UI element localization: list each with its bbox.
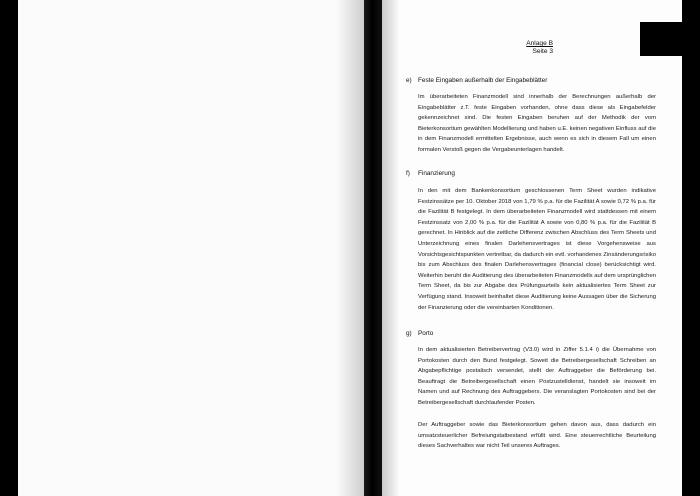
- section-g-heading: [406, 330, 433, 337]
- section-g-title: Porto: [418, 330, 434, 337]
- section-e-marker: e): [406, 77, 412, 84]
- section-f-paragraph: In den mit dem Bankenkonsortium geschlossenen Term Sheet wurden indikative Festzinssätze per 10. Oktober 2018 von 1,79 % p.a. für die Fazilität A sowie 0,72 % p.a. für die Fazilität B festgelegt. In dem überarbeiteten Finanzmodell wird stattdessen mit einem Festzinssatz von 2,00 % p.a. für die Fazilität A sowie von 0,80 % p.a. für die Fazilität B gerechnet. In Hinblick auf die zeitliche Differenz zwischen Abschluss des Term Sheets und Unterzeichnung eines finalen Darlehensvertrages ist diese Vorgehensweise aus Vorsichtsgesichtspunkten vertretbar, da dadurch ein evtl. vorhandenes Zinsänderungsrisiko bis zum Abschluss des finalen Darlehensvertrages (financial close) berücksichtigt wird. Weiterhin beruht die Auditierung des überarbeiteten Finanzmodells auf dem ursprünglichen Term Sheet, da bis zur Abgabe des Prüfungsurteils kein aktualisiertes Term Sheet zur Verfügung stand. Insoweit beinhaltet diese Auditierung keine Aussagen über die Sicherung der Finanzierung oder die vereinbarten Konditionen.: [418, 188, 656, 311]
- header-seite: Seite 3: [532, 48, 553, 55]
- header-anlage: Anlage B: [526, 40, 553, 47]
- section-f-marker: f): [406, 170, 410, 177]
- section-e-paragraph: Im überarbeiteten Finanzmodell sind innerhalb der Berechnungen außerhalb der Eingabeblätter z.T. feste Eingaben vorhanden, ohne dass diese als Eingabefelder gekennzeichnet sind. Die festen Eingaben beruhen auf der Methodik der vom Bieterkonsortium gewählten Modellierung und haben u.E. keinen negativen Einfluss auf die in dem Finanzmodell ermittelten Ergebnisse, auch wenn es sich in diesem Fall um einen formalen Verstoß gegen die Vergabeunterlagen handelt.: [418, 94, 656, 153]
- redaction-block: [640, 22, 700, 56]
- section-g-paragraph-2: Der Auftraggeber sowie das Bieterkonsortium gehen davon aus, dass dadurch ein umsatzsteuerlicher Befreiungstatbestand erfüllt wird. Eine steuerrechtliche Beurteilung dieses Sachverhaltes war nicht Teil unseres Auftrages.: [418, 422, 656, 450]
- section-f-heading: [406, 170, 455, 177]
- section-g-paragraph-1: In dem aktualisierten Betreibervertrag (V3.0) wird in Ziffer 5.1.4 i) die Übernahme von Portokosten durch den Bund festgelegt. Soweit die Betreibergesellschaft Schreiben an Abgabepflichtige postalisch versendet, stellt der Auftraggeber die Beförderung bei. Beauftragt die Betreibergesellschaft einen Postzustelldienst, handelt sie insoweit im Namen und auf Rechnung des Auftraggebers. Die veranslagten Portokosten sind bei der Betreibergesellschaft durchlaufender Posten.: [418, 347, 656, 406]
- section-f-title: Finanzierung: [418, 170, 455, 177]
- right-page-fold-shadow: [382, 0, 400, 496]
- section-g-marker: g): [406, 330, 412, 337]
- left-page-fold-shadow: [336, 0, 364, 496]
- section-e-heading: [406, 77, 547, 84]
- left-blank-page: [18, 0, 364, 496]
- section-e-title: Feste Eingaben außerhalb der Eingabeblätter: [418, 77, 548, 84]
- book-gutter: [364, 0, 382, 496]
- page-header: [503, 40, 553, 56]
